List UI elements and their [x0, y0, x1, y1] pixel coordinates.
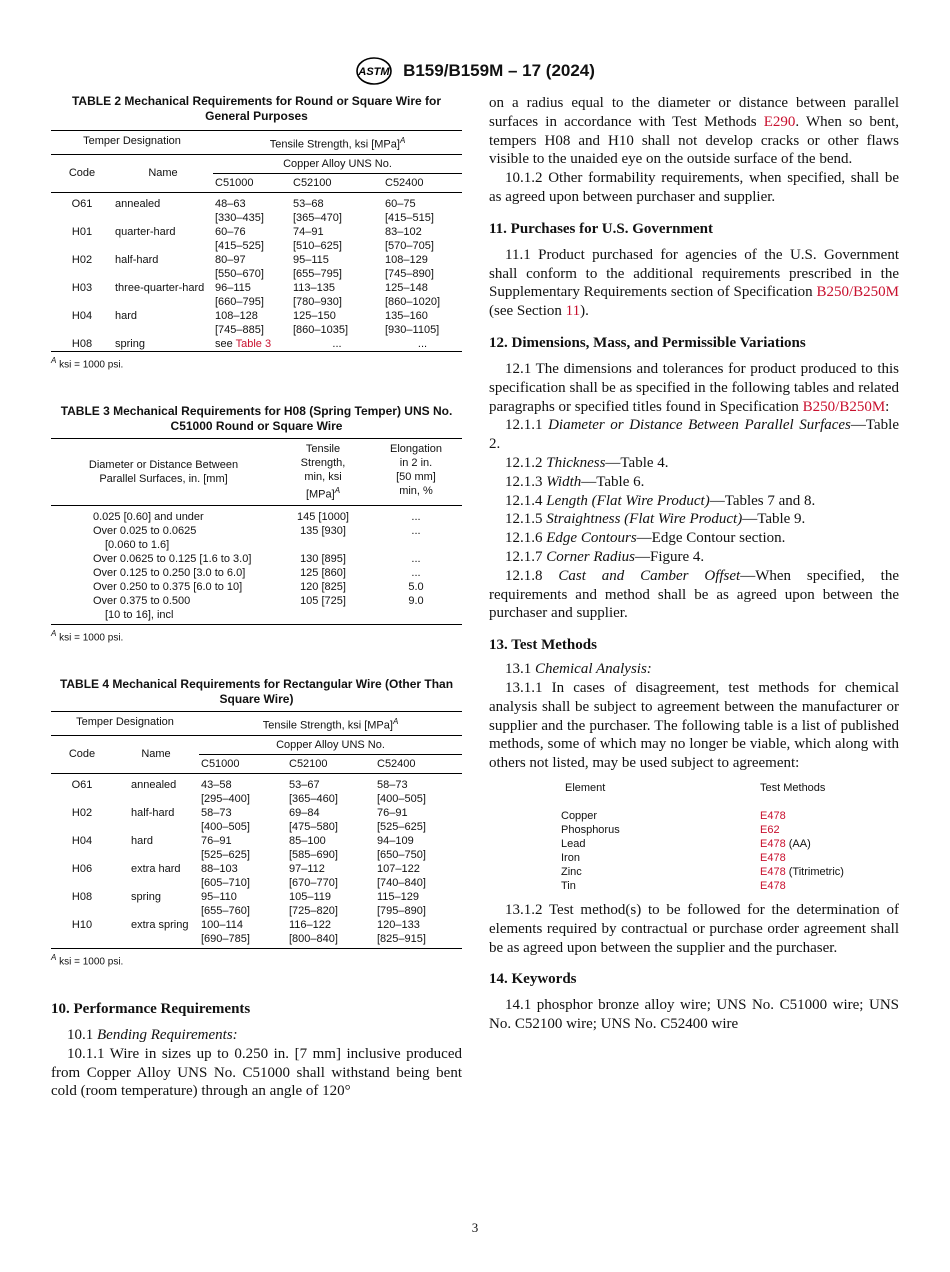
cell-c52400-mpa: [650–750] — [377, 848, 426, 861]
cell-c51000-mpa: [690–785] — [201, 932, 250, 945]
cell-diameter: Over 0.125 to 0.250 [3.0 to 6.0] — [93, 566, 246, 579]
cell-name: extra hard — [131, 862, 181, 875]
cell-code: H02 — [71, 253, 93, 266]
cell-c52400: 125–148 — [385, 281, 428, 294]
para-10-1-1-continued: on a radius equal to the diameter or distance between parallel surfaces in accordance with Test Methods E290. When so bent, tempers H08 and H10 shall not develop cracks or other flaws visible to the unaided eye on the outside surface of the bend. — [489, 95, 899, 168]
cell-c52400: 115–129 — [377, 890, 420, 903]
table-row — [51, 225, 462, 239]
table-3-link[interactable]: Table 3 — [235, 337, 272, 350]
right-column — [489, 94, 899, 1034]
table-4: TABLE 4 Mechanical Requirements for Rectangular Wire (Other Than Square Wire) Temper Designation Tensile Strength, ksi [MPa]$^A$ Code Name Copper Alloy UNS No. C51000 C52100 C52400 O61 annealed 43–58 53–67 58–73 [295–400] [365–460] [400–505] H02 half-hard 58–73 69–84 76–91 [400–505] [475–580] [525–625] H04 hard 76–91 85–100 94–109 [525–625] [585–690] [650–750] H06 extra hard 88–103 97–112 107–122 [605–710] [670–770] [740–840] H08 spring 95–110 105–119 115–129 [655–760] [725–820] [795–890] H10 extra spring 100–114 116–122 120–133 [690–785] [800–840] [825–915] $^A$ ksi = 1000 psi. — [51, 677, 462, 967]
cell-method — [760, 823, 844, 837]
cell-c51000: 48–63 — [215, 197, 246, 210]
cell-tensile: 145 [1000] — [297, 510, 349, 523]
cell-diameter: 0.025 [0.60] and under — [93, 510, 204, 523]
t4-h-code: Code — [51, 735, 113, 773]
table-row-mpa — [51, 239, 462, 253]
cell-c51000-mpa: [330–435] — [215, 211, 264, 224]
t2-h-c52400: C52400 — [383, 173, 462, 192]
table-row-mpa — [51, 932, 462, 946]
para-12-1-item: 12.1.8 Cast and Camber Offset—When specified, the requirements and method shall be as agreed upon between the purchaser and supplier. — [489, 567, 900, 622]
cell-c52400: 83–102 — [385, 225, 422, 238]
table-row — [51, 834, 462, 848]
cell-c52100-mpa: [475–580] — [289, 820, 338, 833]
cell-c52100-mpa: [655–795] — [293, 267, 342, 280]
cell-c52400: 76–91 — [377, 806, 408, 819]
cell-c52100: 105–119 — [289, 890, 332, 903]
table-row — [51, 552, 462, 566]
cell-c52100: 95–115 — [293, 253, 329, 266]
cell-c51000-mpa: [415–525] — [215, 239, 264, 252]
t2-h-tensile-sup: A — [399, 136, 406, 145]
cell-code: H04 — [71, 834, 93, 847]
section-14-heading: 14. Keywords — [489, 971, 577, 988]
cell-c51000: 95–110 — [201, 890, 237, 903]
table-3-caption: TABLE 3 Mechanical Requirements for H08 (Spring Temper) UNS No. C51000 Round or Square Wire — [60, 403, 453, 433]
cell-element: Zinc — [561, 865, 582, 878]
table-row — [561, 809, 844, 823]
table-row-mpa — [51, 848, 462, 862]
table-row — [51, 524, 462, 552]
cell-c52400-mpa: [745–890] — [385, 267, 434, 280]
table-row — [561, 837, 844, 851]
table-row-mpa — [51, 267, 462, 281]
table-row — [51, 253, 462, 267]
b250-link-2[interactable]: B250/B250M — [802, 398, 886, 415]
para-13-1-1: 13.1.1 In cases of disagreement, test methods for chemical analysis shall be subject to agreement between the manufacturer or supplier and the purchaser. The following table is a list of published methods, some of which may no longer be viable, which along with others not listed, may be used subject to agreement: — [489, 679, 899, 772]
table-row — [51, 309, 462, 323]
t2-h-name: Name — [113, 154, 213, 192]
t3-h-diam-2: Parallel Surfaces, in. [mm] — [99, 472, 228, 485]
cell-code: O61 — [71, 197, 93, 210]
cell-c52400-mpa: [930–1105] — [385, 323, 440, 336]
t4-h-tensile: Tensile Strength, ksi [MPa] — [262, 719, 393, 732]
cell-tensile: 120 [825] — [300, 580, 346, 593]
section-10-heading: 10. Performance Requirements — [51, 1000, 251, 1017]
table-row — [561, 879, 844, 893]
cell-c52100-mpa: [780–930] — [293, 295, 342, 308]
section-12-items — [489, 416, 899, 623]
table-row-mpa — [51, 792, 462, 806]
cell-tensile: 105 [725] — [300, 594, 346, 607]
page-number: 3 — [471, 1220, 479, 1235]
t4-h-alloy: Copper Alloy UNS No. — [199, 735, 462, 754]
cell-code: H03 — [71, 281, 93, 294]
t2-h-alloy: Copper Alloy UNS No. — [213, 154, 462, 173]
para-10-1-2: 10.1.2 Other formability requirements, when specified, shall be as agreed upon between purchaser and supplier. — [489, 170, 899, 205]
cell-name: extra spring — [131, 918, 189, 931]
table-row — [51, 806, 462, 820]
table-3-footnote: $^A$ ksi = 1000 psi. — [51, 628, 124, 643]
cell-c52400: 108–129 — [385, 253, 428, 266]
t2-h-tensile: Tensile Strength, ksi [MPa] — [269, 138, 400, 151]
cell-c51000-mpa: [605–710] — [201, 876, 250, 889]
cell-code: H10 — [71, 918, 93, 931]
test-methods-table — [561, 781, 844, 893]
cell-element: Iron — [561, 851, 580, 864]
table-row — [51, 778, 462, 792]
table-row — [561, 823, 844, 837]
section-11-link[interactable]: 11 — [565, 303, 581, 320]
table-row: H08 spring see Table 3 ... ... — [51, 337, 462, 352]
cell-c51000: 96–115 — [215, 281, 251, 294]
table-row-mpa — [51, 876, 462, 890]
astm-logo-icon — [355, 56, 393, 86]
table-row — [51, 197, 462, 211]
table-2-caption: TABLE 2 Mechanical Requirements for Round or Square Wire for General Purposes — [71, 94, 442, 123]
cell-c51000: 43–58 — [201, 778, 232, 791]
para-12-1-item: 12.1.7 Corner Radius—Figure 4. — [505, 548, 705, 565]
table-row-mpa — [51, 295, 462, 309]
cell-c52400: 135–160 — [385, 309, 428, 322]
cell-method: E478 (AA) — [760, 837, 811, 850]
cell-name: annealed — [115, 197, 161, 210]
cell-c52100-mpa: [365–460] — [289, 792, 338, 805]
cell-c52100: 125–150 — [293, 309, 336, 322]
section-12-heading: 12. Dimensions, Mass, and Permissible Variations — [489, 334, 806, 351]
table-row — [51, 594, 462, 622]
cell-code: H02 — [71, 806, 93, 819]
t2-h-c51000: C51000 — [213, 173, 291, 192]
table-row — [561, 851, 844, 865]
cell-code: H04 — [71, 309, 93, 322]
table-row-mpa — [51, 904, 462, 918]
table-row-mpa — [51, 323, 462, 337]
cell-c52100-mpa: [860–1035] — [293, 323, 349, 336]
cell-c51000: 100–114 — [201, 918, 244, 931]
cell-diameter: Over 0.375 to 0.500 [10 to 16], incl — [93, 594, 191, 621]
cell-c52100: 97–112 — [289, 862, 325, 875]
cell-c52100-mpa: [585–690] — [289, 848, 338, 861]
svg-text:ASTM: ASTM — [358, 66, 390, 78]
cell-c51000-mpa: [745–885] — [215, 323, 264, 336]
cell-method — [760, 809, 844, 823]
para-12-1-item: 12.1.2 Thickness—Table 4. — [505, 454, 669, 471]
table-row-mpa — [51, 820, 462, 834]
tm-h-methods: Test Methods — [760, 781, 826, 794]
section-11-heading: 11. Purchases for U.S. Government — [489, 220, 714, 237]
method-link[interactable]: E478 — [760, 837, 786, 850]
para-14-1: 14.1 phosphor bronze alloy wire; UNS No. C51000 wire; UNS No. C52100 wire; UNS No. C52400 wire — [489, 997, 899, 1033]
table-4-footnote: $^A$ ksi = 1000 psi. — [51, 952, 124, 967]
cell-c51000: 58–73 — [201, 806, 232, 819]
cell-elongation: ... — [411, 552, 421, 565]
cell-c52100: 74–91 — [293, 225, 324, 238]
cell-method — [760, 851, 844, 865]
cell-c52100: 53–68 — [293, 197, 324, 210]
cell-c52400-mpa: [525–625] — [377, 820, 426, 833]
cell-c52100: 53–67 — [289, 778, 320, 791]
method-link[interactable]: E478 — [760, 809, 786, 822]
e290-link[interactable]: E290 — [763, 113, 796, 130]
cell-diameter: Over 0.0625 to 0.125 [1.6 to 3.0] — [93, 552, 252, 565]
cell-tensile: 125 [860] — [300, 566, 346, 579]
cell-c52100: 69–84 — [289, 806, 320, 819]
table-4-caption: TABLE 4 Mechanical Requirements for Rectangular Wire (Other Than Square Wire) — [59, 676, 454, 706]
cell-code: O61 — [71, 778, 93, 791]
cell-diameter: Over 0.250 to 0.375 [6.0 to 10] — [93, 580, 243, 593]
cell-c51000: 80–97 — [215, 253, 246, 266]
cell-c51000: 88–103 — [201, 862, 238, 875]
cell-c52400-mpa: [860–1020] — [385, 295, 441, 308]
cell-c52400-mpa: [400–505] — [377, 792, 426, 805]
para-10-1-1: 10.1.1 Wire in sizes up to 0.250 in. [7 mm] inclusive produced from Copper Alloy UNS No. C51000 shall withstand being bent cold (room temperature) through an angle of 120° — [51, 1045, 462, 1100]
section-10 — [51, 1001, 462, 1101]
cell-code: H06 — [71, 862, 93, 875]
para-13-1-2: 13.1.2 Test method(s) to be followed for the determination of elements required by contractual or purchase order agreement shall be as agreed upon between the supplier and the purchaser. — [489, 901, 899, 956]
cell-name: hard — [115, 309, 138, 322]
t2-h-c52100: C52100 — [291, 173, 383, 192]
cell-c52400-mpa: [415–515] — [385, 211, 434, 224]
cell-c51000: 60–76 — [215, 225, 246, 238]
cell-c52400: 94–109 — [377, 834, 414, 847]
cell-diameter: Over 0.025 to 0.0625 [0.060 to 1.6] — [93, 524, 197, 551]
cell-c52100-mpa: [365–470] — [293, 211, 342, 224]
method-link[interactable]: E62 — [760, 823, 780, 836]
cell-c52400-mpa: [570–705] — [385, 239, 434, 252]
para-12-1-item: 12.1.4 Length (Flat Wire Product)—Tables 7 and 8. — [505, 492, 816, 509]
table-row-mpa — [51, 211, 462, 225]
cell-name: three-quarter-hard — [115, 281, 205, 294]
cell-c51000-mpa: [655–760] — [201, 904, 250, 917]
cell-elongation: ... — [411, 524, 421, 537]
table-row — [51, 510, 462, 524]
document-designation: B159/B159M – 17 (2024) — [403, 61, 595, 80]
cell-c51000: 76–91 — [201, 834, 232, 847]
cell-c51000-mpa: [525–625] — [201, 848, 250, 861]
cell-c51000: 108–128 — [215, 309, 258, 322]
cell-c52100-mpa: [800–840] — [289, 932, 338, 945]
cell-c52400-mpa: [740–840] — [377, 876, 426, 889]
cell-code: H01 — [71, 225, 93, 238]
cell-element: Lead — [561, 837, 586, 850]
cell-name: hard — [131, 834, 154, 847]
section-13-heading: 13. Test Methods — [489, 637, 597, 654]
table-2 — [51, 94, 462, 370]
cell-element: Copper — [561, 809, 598, 822]
t2-h-temper: Temper Designation — [51, 131, 213, 155]
cell-c52400: 107–122 — [377, 862, 420, 875]
cell-c52100: 113–135 — [293, 281, 336, 294]
para-12-1-item: 12.1.6 Edge Contours—Edge Contour section. — [505, 530, 786, 547]
para-12-1-item: 12.1.5 Straightness (Flat Wire Product)—Table 9. — [505, 511, 806, 528]
cell-element: Tin — [561, 879, 576, 892]
table-row — [51, 918, 462, 932]
cell-elongation: ... — [411, 510, 421, 523]
cell-name: quarter-hard — [115, 225, 176, 238]
para-12-1-item: 12.1.3 Width—Table 6. — [505, 473, 645, 490]
cell-c51000-mpa: [400–505] — [201, 820, 250, 833]
t2-h-code: Code — [51, 154, 113, 192]
cell-c52400: 60–75 — [385, 197, 416, 210]
para-13-1: 13.1 Chemical Analysis: — [505, 661, 652, 678]
cell-tensile: 135 [930] — [300, 524, 346, 537]
cell-c51000-mpa: [295–400] — [201, 792, 250, 805]
tm-h-element: Element — [565, 781, 606, 794]
method-link[interactable]: E478 — [760, 865, 786, 878]
t4-h-temper: Temper Designation — [51, 711, 199, 735]
para-10-1: 10.1 Bending Requirements: — [67, 1026, 238, 1043]
cell-c52400-mpa: [795–890] — [377, 904, 426, 917]
cell-elongation: 9.0 — [408, 594, 424, 607]
table-row — [51, 566, 462, 580]
method-link[interactable]: E478 — [760, 851, 786, 864]
cell-method — [760, 879, 844, 893]
table-3: TABLE 3 Mechanical Requirements for H08 (Spring Temper) UNS No. C51000 Round or Square Wire Diameter or Distance Between Parallel Surfaces, in. [mm] Tensile Strength, min, ksi [MPa]$^A$ Elongation in 2 in. [50 mm] min, % 0.025 [0.60] and under 145 [1000] ... Over 0.025 to 0.0625 [0.060 to 1.6] 135 [930] ... Over 0.0625 to 0.125 [1.6 to 3.0] 130 [895] ... Over 0.125 to 0.250 [3.0 to 6.0] 125 [860] ... Over 0.250 to 0.375 [6.0 to 10] 120 [825] 5.0 Over 0.375 to 0.500 [10 to 16], incl 105 [725] 9.0 $^A$ ksi = 1000 psi. — [51, 404, 462, 643]
table-row — [51, 281, 462, 295]
table-row — [51, 862, 462, 876]
cell-c52100-mpa: [670–770] — [289, 876, 338, 889]
para-11-1: 11.1 Product purchased for agencies of the U.S. Government shall conform to the additional requirements prescribed in the Supplementary Requirements section of Specification B250/B250M (see Section 11). — [489, 246, 899, 320]
table-row — [51, 890, 462, 904]
cell-c52100-mpa: [510–625] — [293, 239, 342, 252]
cell-element: Phosphorus — [561, 823, 620, 836]
page-header — [0, 56, 950, 86]
cell-c52100-mpa: [725–820] — [289, 904, 338, 917]
para-12-1-item: 12.1.1 Diameter or Distance Between Parallel Surfaces—Table 2. — [489, 417, 900, 453]
cell-method: E478 (Titrimetric) — [760, 865, 844, 878]
cell-c52100: 85–100 — [289, 834, 326, 847]
method-link[interactable]: E478 — [760, 879, 786, 892]
cell-elongation: ... — [411, 566, 421, 579]
cell-c52400-mpa: [825–915] — [377, 932, 426, 945]
cell-name: half-hard — [131, 806, 175, 819]
cell-c51000-mpa: [550–670] — [215, 267, 264, 280]
t3-h-diam-1: Diameter or Distance Between — [88, 458, 239, 471]
cell-c52400: 120–133 — [377, 918, 420, 931]
cell-code: H08 — [71, 890, 93, 903]
cell-tensile: 130 [895] — [300, 552, 346, 565]
cell-name: half-hard — [115, 253, 159, 266]
table-2-footnote: $^A$ ksi = 1000 psi. — [51, 355, 124, 370]
cell-c52100: 116–122 — [289, 918, 332, 931]
cell-elongation: 5.0 — [408, 580, 424, 593]
table-row — [561, 865, 844, 879]
cell-c51000-mpa: [660–795] — [215, 295, 264, 308]
cell-c52400: 58–73 — [377, 778, 408, 791]
t4-h-name: Name — [113, 735, 199, 773]
para-12-1: 12.1 The dimensions and tolerances for product produced to this specification shall be as specified in the following tables and related paragraphs or specified titles found in Specification B250/B250M: — [489, 360, 899, 415]
table-row — [51, 580, 462, 594]
b250-link[interactable]: B250/B250M — [816, 284, 899, 301]
cell-name: spring — [131, 890, 161, 903]
left-column — [51, 94, 462, 1101]
cell-name: annealed — [131, 778, 177, 791]
